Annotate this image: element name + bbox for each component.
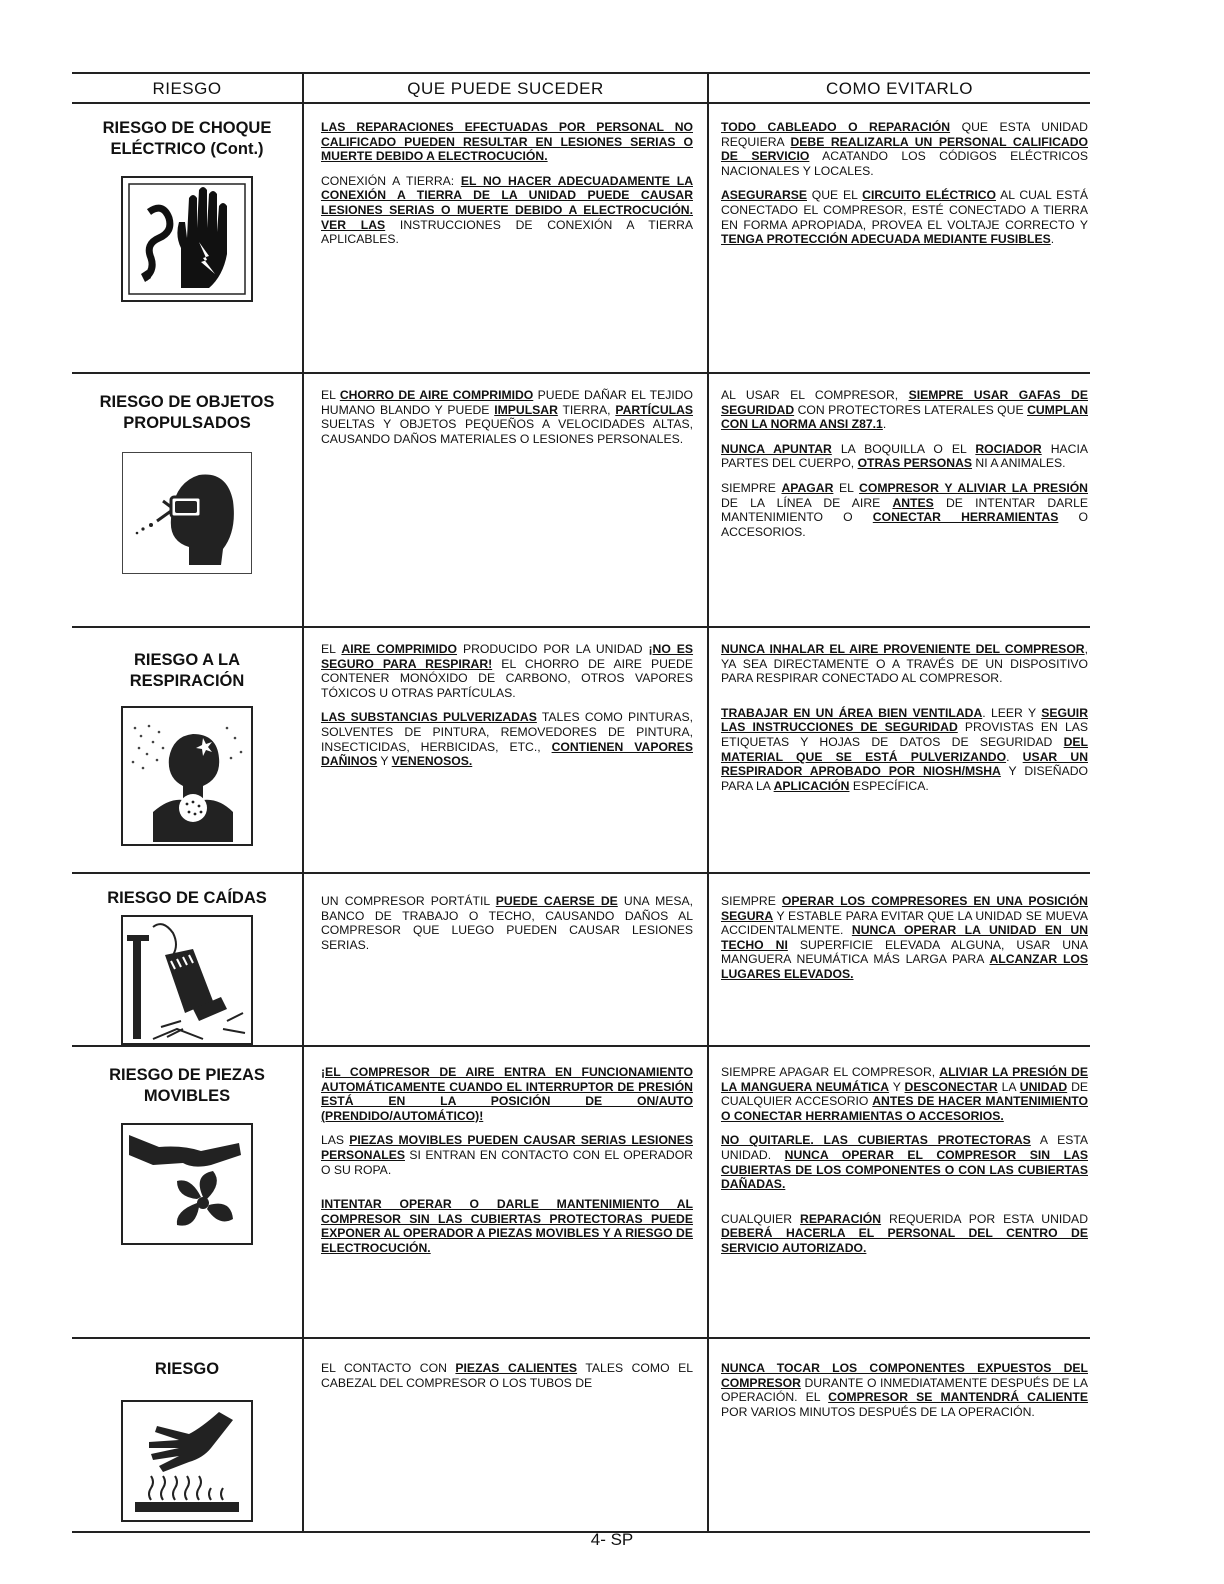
plain-text: Y: [889, 1079, 905, 1094]
paragraph: [721, 1133, 1088, 1191]
what-can-happen-text: [304, 374, 707, 446]
what-can-happen-text: [304, 1047, 707, 1256]
risk-table-page: [72, 72, 1090, 1533]
emphasis-text: COMPRESOR Y ALIVIAR LA PRESIÓN: [859, 480, 1088, 495]
plain-text: ACATANDO LOS CÓDIGOS ELÉCTRICOS NACIONALES Y LOCALES.: [721, 149, 1088, 178]
what-can-happen-cell: [303, 1338, 708, 1532]
emphasis-text: NUNCA TOCAR LOS COMPONENTES EXPUESTOS DEL COMPRESOR: [721, 1361, 1088, 1390]
plain-text: QUE EL: [807, 188, 863, 203]
risk-title: [72, 1047, 302, 1107]
emphasis-text: ANTES: [892, 495, 934, 510]
plain-text: CUALQUIER: [721, 1211, 801, 1226]
plain-text: . LEER Y: [982, 705, 1042, 720]
plain-text: Y DISEÑADO PARA LA: [721, 764, 1088, 793]
paragraph: [721, 481, 1088, 539]
emphasis-text: CONECTAR HERRAMIENTAS: [872, 510, 1059, 525]
emphasis-text: SEGUIR LAS INSTRUCCIONES DE SEGURIDAD: [721, 705, 1088, 735]
plain-text: SIEMPRE: [721, 894, 782, 908]
risk-title-line: RIESGO DE OBJETOS: [99, 393, 275, 411]
emphasis-text: NO QUITARLE. LAS CUBIERTAS PROTECTORAS: [721, 1133, 1031, 1148]
risk-title: [72, 104, 302, 160]
plain-text: INSTRUCCIONES DE CONEXIÓN A TIERRA APLICABLES.: [321, 217, 693, 247]
risk-row-hot-surface: [72, 1338, 1090, 1532]
risk-cell: [72, 1338, 303, 1532]
emphasis-text: LAS SUBSTANCIAS PULVERIZADAS: [321, 710, 537, 725]
plain-text: UN COMPRESOR PORTÁTIL: [321, 894, 496, 908]
risk-title-line: ELÉCTRICO (Cont.): [110, 140, 264, 158]
paragraph: [721, 1065, 1088, 1123]
emphasis-text: OPERAR LOS COMPRESORES EN UNA POSICIÓN SEGURA: [721, 894, 1088, 923]
emphasis-text: NUNCA INHALAR EL AIRE PROVENIENTE DEL COMPRESOR: [721, 642, 1085, 656]
risk-cell: [72, 873, 303, 1046]
risk-title-line: PROPULSADOS: [123, 414, 251, 432]
paragraph: [321, 1197, 693, 1255]
paragraph: [721, 442, 1088, 471]
emphasis-text: PARTÍCULAS: [615, 402, 693, 417]
risk-title-line: RIESGO: [154, 1360, 220, 1378]
risk-title: [72, 874, 302, 909]
plain-text: TALES COMO PINTURAS, SOLVENTES DE PINTURA, REMOVEDORES DE PINTURA, INSECTICIDAS, HERBICIDAS, ETC.,: [321, 710, 693, 754]
plain-text: DE CUALQUIER ACCESORIO: [721, 1079, 1088, 1109]
plain-text: SIEMPRE APAGAR EL COMPRESOR,: [721, 1065, 940, 1079]
emphasis-text: ALIVIAR LA PRESIÓN DE LA MANGUERA NEUMÁTICA: [721, 1065, 1088, 1094]
emphasis-text: UNIDAD: [1019, 1079, 1068, 1094]
how-to-avoid-text: [709, 1339, 1090, 1419]
plain-text: AL CUAL ESTÁ CONECTADO EL COMPRESOR, ESTÉ CONECTADO A TIERRA EN FORMA APROPIADA, PROVEA EL VOLTAJE CORRECTO Y: [721, 188, 1088, 232]
risk-cell: [72, 627, 303, 873]
paragraph: [321, 120, 693, 164]
risk-title-line: RIESGO DE PIEZAS: [109, 1066, 265, 1084]
plain-text: DURANTE O INMEDIATAMENTE DESPUÉS DE LA OPERACIÓN. EL: [721, 1375, 1088, 1405]
plain-text: .: [882, 417, 887, 432]
plain-text: , YA SEA DIRECTAMENTE O A TRAVÉS DE UN DISPOSITIVO PARA RESPIRAR CONECTADO AL COMPRESOR.: [721, 642, 1088, 686]
paragraph: [721, 188, 1088, 246]
emphasis-text: IMPULSAR: [494, 402, 558, 417]
paragraph: [321, 710, 693, 768]
plain-text: .: [1006, 749, 1023, 764]
emphasis-text: REPARACIÓN: [800, 1211, 882, 1226]
plain-text: Y ESTABLE PARA EVITAR QUE LA UNIDAD SE MUEVA ACCIDENTALMENTE.: [721, 908, 1088, 938]
paragraph: [721, 894, 1088, 982]
how-to-avoid-text: [709, 1047, 1090, 1256]
how-to-avoid-cell: [708, 103, 1090, 373]
how-to-avoid-cell: [708, 1046, 1090, 1338]
header-como-evitarlo: COMO EVITARLO: [708, 73, 1090, 103]
emphasis-text: OTRAS PERSONAS: [857, 456, 973, 471]
plain-text: TALES COMO EL CABEZAL DEL COMPRESOR O LOS TUBOS DE: [321, 1361, 693, 1390]
how-to-avoid-text: [709, 874, 1090, 982]
what-can-happen-cell: [303, 873, 708, 1046]
emphasis-text: ¡EL COMPRESOR DE AIRE ENTRA EN FUNCIONAMIENTO AUTOMÁTICAMENTE CUANDO EL INTERRUPTOR DE PRESIÓN ESTÁ EN LA POSICIÓN DE ON/AUTO (PRENDIDO/AUTOMÁTICO)!: [321, 1065, 693, 1123]
flying-objects-goggles-icon: [122, 452, 252, 574]
risk-row-flying-objects: [72, 373, 1090, 627]
emphasis-text: LAS REPARACIONES EFECTUADAS POR PERSONAL NO CALIFICADO PUEDEN RESULTAR EN LESIONES SERIAS O MUERTE DEBIDO A ELECTROCUCIÓN.: [321, 120, 693, 164]
plain-text: SUPERFICIE ELEVADA ALGUNA, USAR UNA MANGUERA NEUMÁTICA MÁS LARGA PARA: [721, 937, 1089, 967]
emphasis-text: DEBE REALIZARLA UN PERSONAL CALIFICADO DE SERVICIO: [721, 134, 1088, 164]
risk-title-line: RIESGO DE CAÍDAS: [107, 889, 267, 907]
emphasis-text: APLICACIÓN: [773, 778, 850, 793]
table-header-row: [72, 73, 1090, 103]
plain-text: SUELTAS Y OBJETOS PEQUEÑOS A VELOCIDADES ALTAS, CAUSANDO DAÑOS MATERIALES O LESIONES PERSONALES.: [321, 417, 693, 446]
emphasis-text: EL NO HACER ADECUADAMENTE LA CONEXIÓN A TIERRA DE LA UNIDAD PUEDE CAUSAR LESIONES SERIAS O MUERTE DEBIDO A ELECTROCUCIÓN. VER LAS: [321, 173, 693, 232]
emphasis-text: INTENTAR OPERAR O DARLE MANTENIMIENTO AL COMPRESOR SIN LAS CUBIERTAS PROTECTORAS PUEDE EXPONER AL OPERADOR A PIEZAS MOVIBLES Y A RIESGO DE ELECTROCUCIÓN.: [321, 1197, 693, 1255]
paragraph: [321, 1133, 693, 1177]
emphasis-text: CUMPLAN CON LA NORMA ANSI Z87.1: [721, 402, 1088, 432]
what-can-happen-text: [304, 628, 707, 769]
paragraph: [721, 388, 1088, 432]
risk-table: [72, 72, 1090, 1533]
emphasis-text: ALCANZAR LOS LUGARES ELEVADOS.: [721, 952, 1088, 981]
plain-text: CON PROTECTORES LATERALES QUE: [794, 402, 1028, 417]
emphasis-text: AIRE COMPRIMIDO: [341, 642, 458, 656]
plain-text: O ACCESORIOS.: [721, 510, 1088, 539]
risk-title: [72, 1339, 302, 1380]
what-can-happen-cell: [303, 627, 708, 873]
plain-text: HACIA PARTES DEL CUERPO,: [721, 441, 1088, 471]
paragraph: [721, 1361, 1088, 1419]
plain-text: DE INTENTAR DARLE MANTENIMIENTO O: [721, 495, 1088, 525]
emphasis-text: PIEZAS MOVIBLES PUEDEN CAUSAR SERIAS LESIONES PERSONALES: [321, 1133, 693, 1162]
electric-shock-hand-icon: [121, 176, 253, 302]
paragraph: [721, 120, 1088, 178]
plain-text: EL CHORRO DE AIRE PUEDE CONTENER MONÓXIDO DE CARBONO, OTROS VAPORES TÓXICOS U OTRAS PARTÍCULAS.: [321, 656, 693, 700]
plain-text: .: [1050, 232, 1055, 247]
what-can-happen-text: [304, 874, 707, 952]
plain-text: NI A ANIMALES.: [972, 456, 1066, 471]
what-can-happen-text: [304, 104, 707, 247]
emphasis-text: SIEMPRE USAR GAFAS DE SEGURIDAD: [721, 388, 1088, 417]
risk-row-moving-parts: [72, 1046, 1090, 1338]
what-can-happen-text: [304, 1339, 707, 1390]
emphasis-text: CIRCUITO ELÉCTRICO: [862, 188, 997, 203]
plain-text: EL: [321, 642, 342, 656]
plain-text: Y: [377, 754, 392, 769]
emphasis-text: TRABAJAR EN UN ÁREA BIEN VENTILADA: [721, 705, 983, 720]
emphasis-text: ¡NO ES SEGURO PARA RESPIRAR!: [321, 642, 694, 671]
emphasis-text: NUNCA OPERAR LA UNIDAD EN UN TECHO NI: [721, 923, 1088, 952]
page-number: 4- SP: [590, 1530, 634, 1549]
plain-text: POR VARIOS MINUTOS DESPUÉS DE LA OPERACIÓN.: [721, 1404, 1035, 1419]
plain-text: QUE ESTA UNIDAD REQUIERA: [721, 120, 1088, 149]
how-to-avoid-text: [709, 628, 1090, 793]
emphasis-text: VENENOSOS.: [391, 754, 473, 769]
emphasis-text: ROCIADOR: [975, 441, 1042, 456]
risk-title-line: RIESGO A LA: [133, 651, 241, 669]
plain-text: LAS: [321, 1133, 350, 1148]
breathing-hazard-icon: [121, 706, 253, 846]
emphasis-text: NUNCA APUNTAR: [721, 441, 832, 456]
what-can-happen-cell: [303, 373, 708, 627]
risk-row-electric-shock: [72, 103, 1090, 373]
emphasis-text: CHORRO DE AIRE COMPRIMIDO: [339, 388, 534, 402]
emphasis-text: TENGA PROTECCIÓN ADECUADA MEDIANTE FUSIBLES: [721, 232, 1051, 247]
how-to-avoid-cell: [708, 373, 1090, 627]
plain-text: PRODUCIDO POR LA UNIDAD: [457, 642, 649, 656]
emphasis-text: COMPRESOR SE MANTENDRÁ CALIENTE: [828, 1390, 1089, 1405]
how-to-avoid-cell: [708, 873, 1090, 1046]
moving-parts-fan-icon: [121, 1123, 253, 1245]
plain-text: AL USAR EL COMPRESOR,: [721, 388, 909, 402]
plain-text: UNA MESA, BANCO DE TRABAJO O TECHO, CAUSANDO DAÑOS AL COMPRESOR QUE LUEGO PUEDEN CAUSAR LESIONES SERIAS.: [321, 894, 693, 952]
risk-title-line: MOVIBLES: [143, 1087, 231, 1105]
risk-title: [72, 374, 302, 434]
plain-text: CONEXIÓN A TIERRA:: [321, 173, 461, 188]
emphasis-text: APAGAR: [781, 480, 834, 495]
paragraph: [321, 1065, 693, 1123]
plain-text: LA: [997, 1079, 1020, 1094]
risk-cell: [72, 103, 303, 373]
emphasis-text: NUNCA OPERAR EL COMPRESOR SIN LAS CUBIERTAS DE LOS COMPONENTES O CON LAS CUBIERTAS DAÑADAS.: [721, 1147, 1088, 1192]
plain-text: REQUERIDA POR ESTA UNIDAD: [881, 1211, 1088, 1226]
how-to-avoid-text: [709, 374, 1090, 539]
plain-text: EL: [321, 388, 340, 402]
plain-text: TIERRA,: [557, 402, 616, 417]
emphasis-text: ASEGURARSE: [721, 188, 808, 203]
risk-row-falling: [72, 873, 1090, 1046]
plain-text: EL CONTACTO CON: [321, 1361, 456, 1375]
risk-cell: [72, 373, 303, 627]
what-can-happen-cell: [303, 1046, 708, 1338]
paragraph: [321, 174, 693, 247]
plain-text: SI ENTRAN EN CONTACTO CON EL OPERADOR O SU ROPA.: [321, 1147, 693, 1177]
emphasis-text: DESCONECTAR: [904, 1079, 998, 1094]
plain-text: EL: [833, 480, 860, 495]
plain-text: A ESTA UNIDAD.: [721, 1133, 1089, 1162]
emphasis-text: ANTES DE HACER MANTENIMIENTO O CONECTAR HERRAMIENTAS O ACCESORIOS.: [721, 1094, 1089, 1123]
emphasis-text: DEBERÁ HACERLA EL PERSONAL DEL CENTRO DE SERVICIO AUTORIZADO.: [721, 1226, 1088, 1255]
plain-text: DE LA LÍNEA DE AIRE: [721, 495, 893, 510]
paragraph: [721, 706, 1088, 794]
risk-row-breathing: [72, 627, 1090, 873]
paragraph: [321, 894, 693, 952]
emphasis-text: DEL MATERIAL QUE SE ESTÁ PULVERIZANDO: [721, 734, 1088, 764]
risk-cell: [72, 1046, 303, 1338]
emphasis-text: USAR UN RESPIRADOR APROBADO POR NIOSH/MSHA: [721, 749, 1088, 779]
risk-title: [72, 628, 302, 692]
falling-compressor-icon: [121, 915, 253, 1045]
how-to-avoid-cell: [708, 627, 1090, 873]
emphasis-text: CONTIENEN VAPORES DAÑINOS: [321, 739, 693, 769]
header-riesgo: RIESGO: [72, 73, 303, 103]
header-que-puede-suceder: QUE PUEDE SUCEDER: [303, 73, 708, 103]
risk-title-line: RIESGO DE CHOQUE: [102, 119, 272, 137]
hot-surface-hand-icon: [121, 1400, 253, 1522]
paragraph: [721, 642, 1088, 686]
paragraph: [321, 388, 693, 446]
plain-text: PUEDE DAÑAR EL TEJIDO HUMANO BLANDO Y PUEDE: [321, 388, 693, 417]
what-can-happen-cell: [303, 103, 708, 373]
emphasis-text: PUEDE CAERSE DE: [495, 894, 618, 908]
risk-title-line: RESPIRACIÓN: [129, 672, 245, 690]
plain-text: PROVISTAS EN LAS ETIQUETAS Y HOJAS DE DATOS DE SEGURIDAD: [721, 720, 1088, 749]
how-to-avoid-cell: [708, 1338, 1090, 1532]
plain-text: SIEMPRE: [721, 480, 782, 495]
emphasis-text: TODO CABLEADO O REPARACIÓN: [721, 120, 951, 134]
plain-text: ESPECÍFICA.: [849, 778, 929, 793]
how-to-avoid-text: [709, 104, 1090, 247]
emphasis-text: PIEZAS CALIENTES: [455, 1361, 578, 1375]
plain-text: LA BOQUILLA O EL: [831, 441, 976, 456]
paragraph: [321, 642, 693, 700]
paragraph: [321, 1361, 693, 1390]
paragraph: [721, 1212, 1088, 1256]
